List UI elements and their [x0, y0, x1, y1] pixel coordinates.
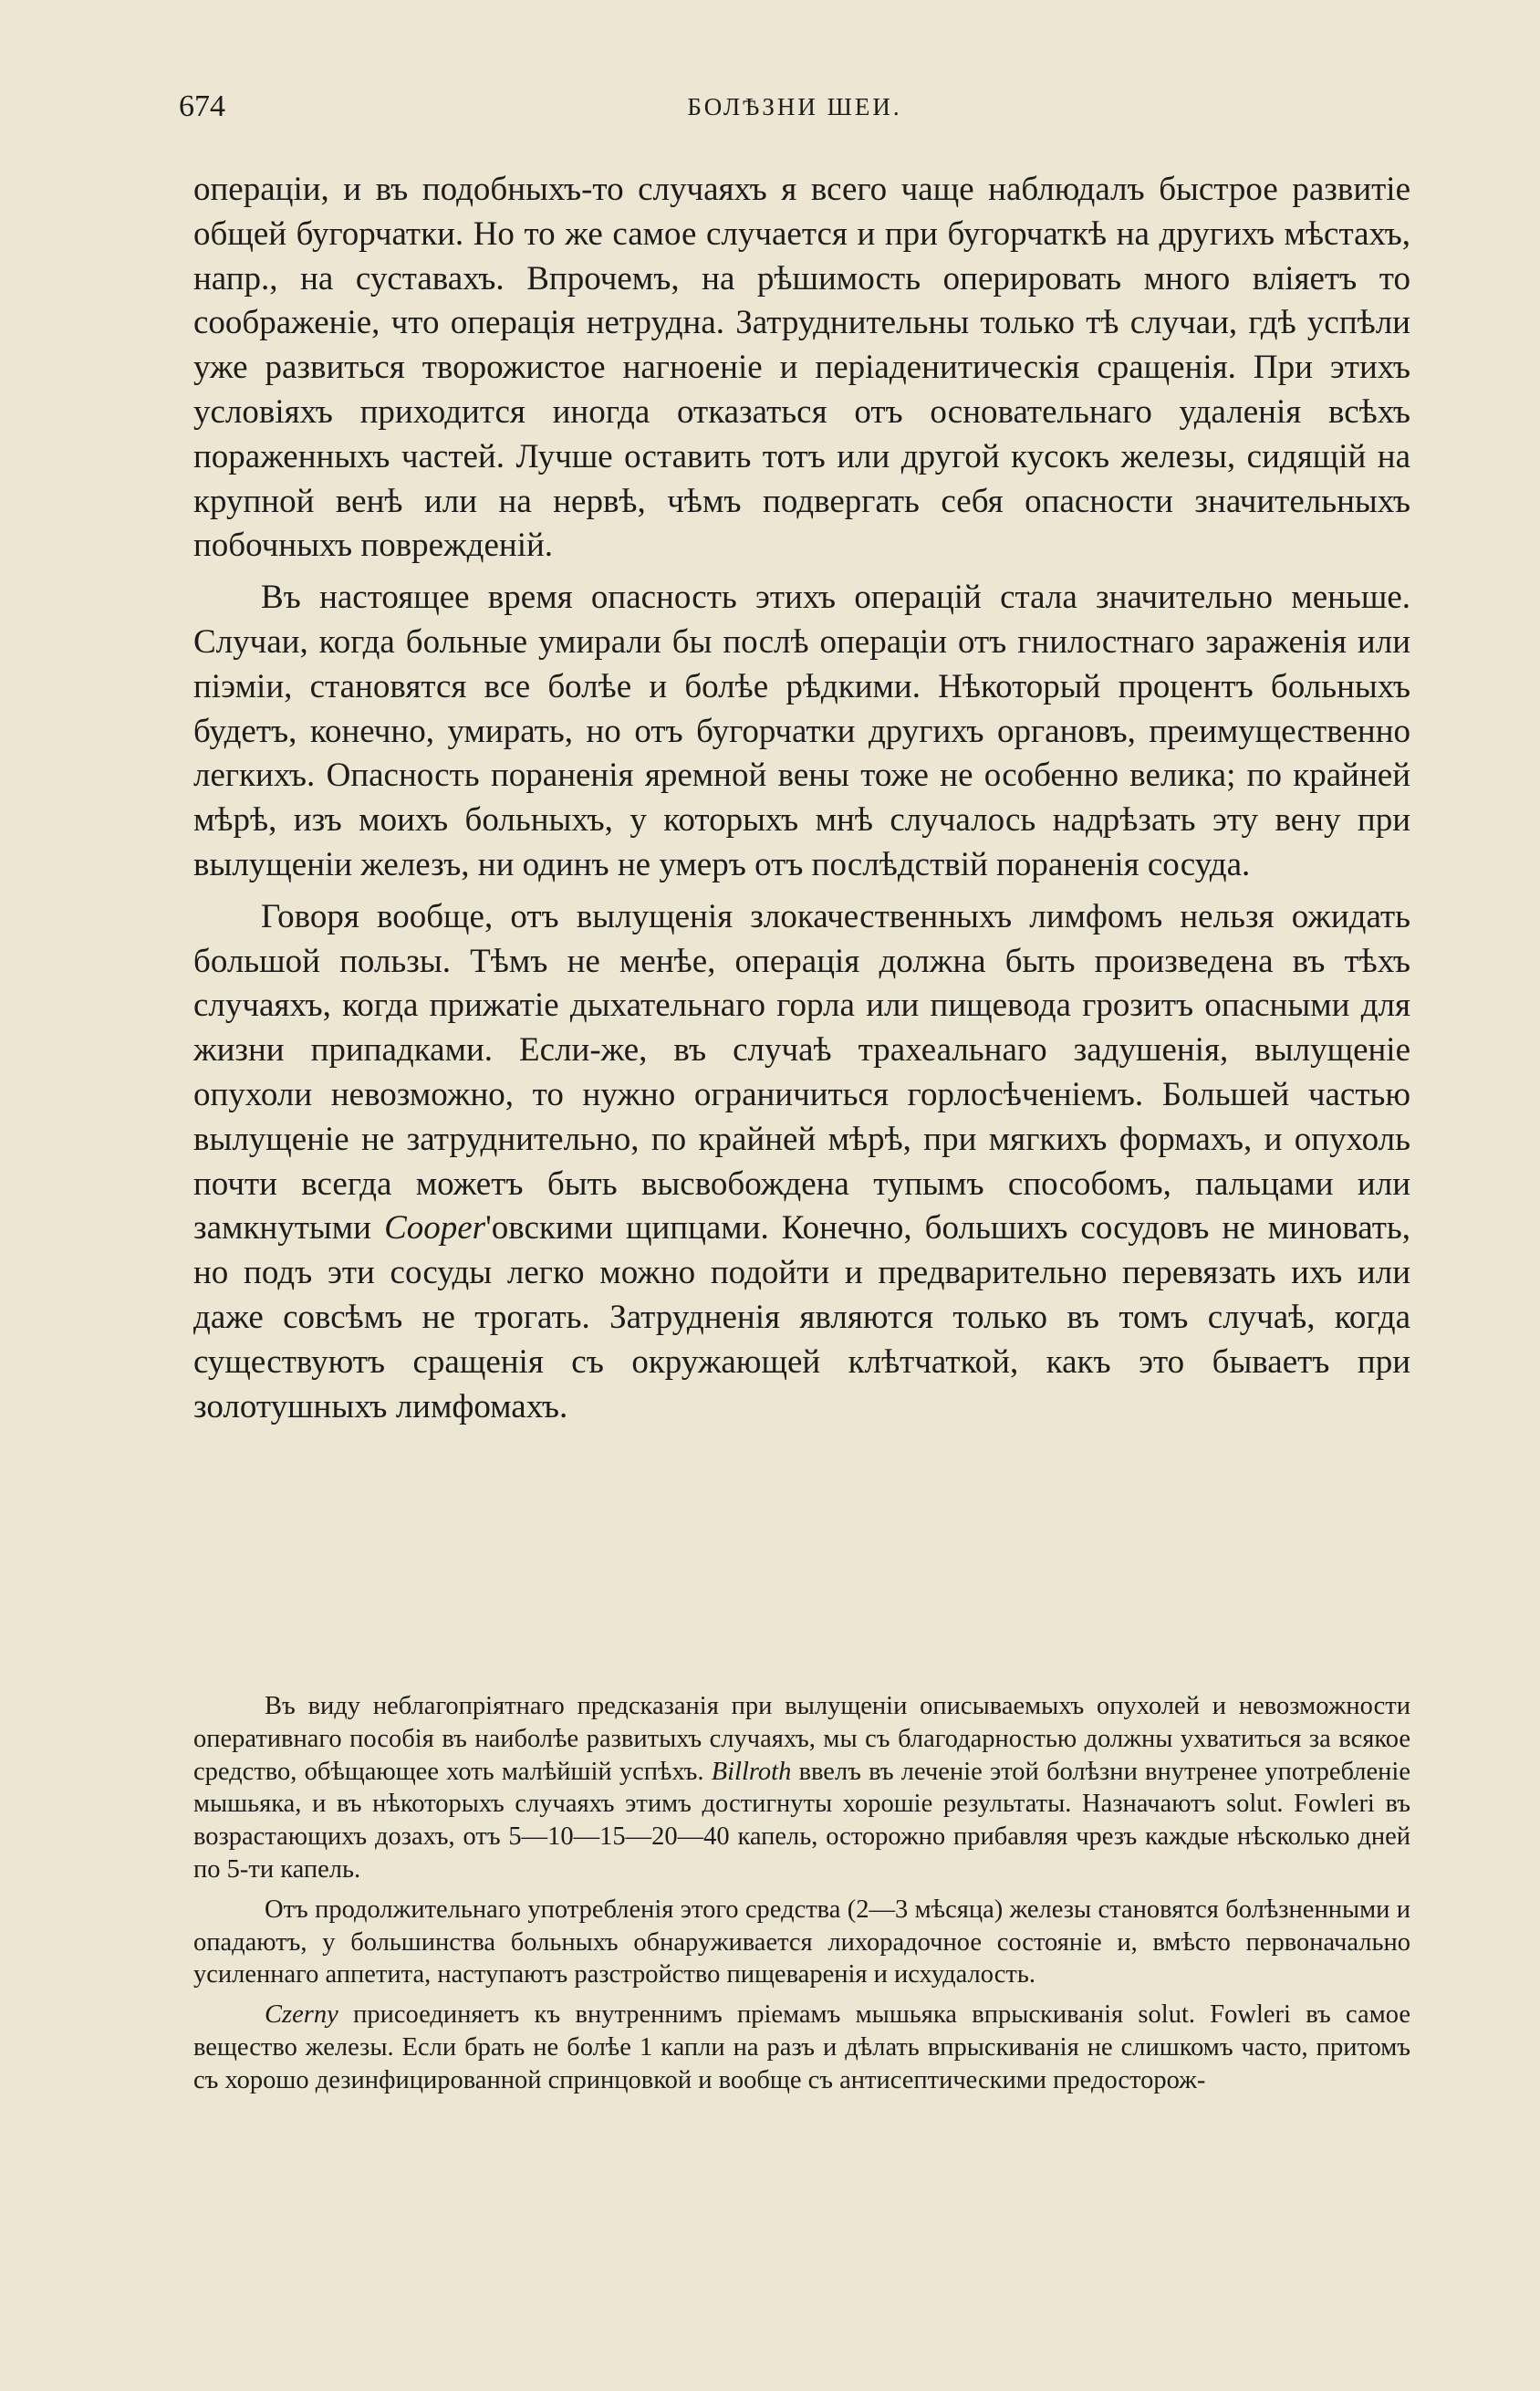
paragraph-2: Въ настоящее время опасность этихъ операцій стала значительно меньше. Случаи, когда больные умирали бы послѣ операціи отъ гнилостнаго зараженія или піэміи, становятся все болѣе и болѣе рѣдкими. Нѣкоторый процентъ больныхъ будетъ, конечно, умирать, но отъ бугорчатки другихъ органовъ, преимущественно легкихъ. Опасность пораненія яремной вены тоже не особенно велика; по крайней мѣрѣ, изъ моихъ больныхъ, у которыхъ мнѣ случалось надрѣзать эту вену при вылущеніи железъ, ни одинъ не умеръ отъ послѣдствій пораненія сосуда.	[193, 579, 1410, 883]
note-1-part-b: ввелъ въ леченіе этой болѣзни внутренее употребленіе мышьяка, и въ нѣкоторыхъ случаяхъ этимъ достигнуты хорошіе результаты. Назначаютъ solut. Fowleri въ возрастающихъ дозахъ, отъ 5—10—15—20—40 капель, осторожно прибавляя чрезъ каждые нѣсколько дней по 5-ти капель.	[193, 1757, 1410, 1884]
running-head: БОЛѢЗНИ ШЕИ.	[687, 93, 902, 120]
note-1	[193, 1690, 1410, 1886]
small-print-notes	[193, 1690, 1410, 2097]
main-text	[193, 168, 1410, 1429]
paragraph-1: операціи, и въ подобныхъ-то случаяхъ я всего чаще наблюдалъ быстрое развитіе общей бугорчатки. Но то же самое случается и при бугорчаткѣ на другихъ мѣстахъ, напр., на суставахъ. Впрочемъ, на рѣшимость оперировать много вліяетъ то соображеніе, что операція нетрудна. Затруднительны только тѣ случаи, гдѣ успѣли уже развиться творожистое нагноеніе и періаденитическія сращенія. При этихъ условіяхъ приходится иногда отказаться отъ основательнаго удаленія всѣхъ пораженныхъ частей. Лучше оставить тотъ или другой кусокъ железы, сидящій на крупной венѣ или на нервѣ, чѣмъ подвергать себя опасности значительныхъ побочныхъ поврежденій.	[193, 171, 1410, 565]
author-name-cooper: Cooper	[384, 1209, 486, 1248]
page-number: 674	[179, 89, 225, 123]
paragraph-3-part-a: Говоря вообще, отъ вылущенія злокачественныхъ лимфомъ нельзя ожидать большой пользы. Тѣмъ не менѣе, операція должна быть произведена въ тѣхъ случаяхъ, когда прижатіе дыхательнаго горла или пищевода грозитъ опасными для жизни припадками. Если-же, въ случаѣ трахеальнаго задушенія, вылущеніе опухоли невозможно, то нужно ограничиться горлосѣченіемъ. Большей частью вылущеніе не затруднительно, по крайней мѣрѣ, при мягкихъ формахъ, и опухоль почти всегда можетъ быть высвобождена тупымъ способомъ, пальцами или замкнутыми	[193, 897, 1410, 1248]
page-header	[179, 89, 1410, 130]
paragraph-3-part-b: 'овскими щипцами. Конечно, большихъ сосудовъ не миновать, но подъ эти сосуды легко можно подойти и предварительно перевязать ихъ или даже совсѣмъ не трогать. Затрудненія являются только въ томъ случаѣ, когда существуютъ сращенія съ окружающей клѣтчаткой, какъ это бываетъ при золотушныхъ лимфомахъ.	[193, 1209, 1410, 1425]
author-name-czerny: Czerny	[265, 2000, 338, 2030]
note-3	[193, 1999, 1410, 2096]
paragraph-3	[193, 895, 1410, 1430]
author-name-billroth: Billroth	[711, 1757, 792, 1786]
note-3-text: присоединяетъ къ внутреннимъ пріемамъ мышьяка впрыскиванія solut. Fowleri въ самое вещество железы. Если брать не болѣе 1 капли на разъ и дѣлать впрыскиванія не слишкомъ часто, притомъ съ хорошо дезинфицированной спринцовкой и вообще съ антисептическими предосторож-	[193, 2000, 1410, 2094]
note-2: Отъ продолжительнаго употребленія этого средства (2—3 мѣсяца) железы становятся болѣзненными и опадаютъ, у большинства больныхъ обнаруживается лихорадочное состояніе и, вмѣсто первоначально усиленнаго аппетита, наступаютъ разстройство пищеваренія и исхудалость.	[193, 1895, 1410, 1989]
note-1-part-a: Въ виду неблагопріятнаго предсказанія при вылущеніи описываемыхъ опухолей и невозможности оперативнаго пособія въ наиболѣе развитыхъ случаяхъ, мы съ благодарностью должны ухватиться за всякое средство, обѣщающее хоть малѣйшій успѣхъ.	[193, 1692, 1410, 1786]
